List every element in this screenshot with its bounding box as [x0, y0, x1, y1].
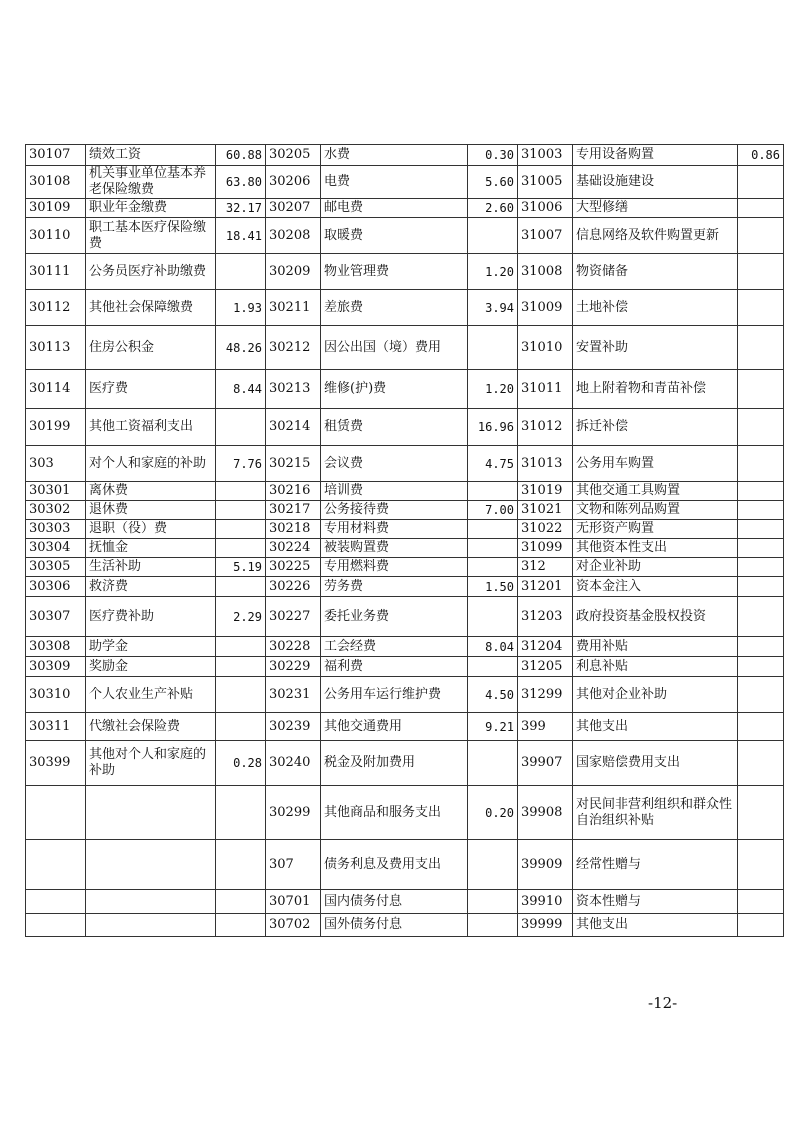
econ-code-cell: 31299: [518, 677, 573, 713]
table-row: [26, 577, 784, 597]
amount-cell: [216, 520, 266, 539]
item-name-cell: 工会经费: [321, 637, 468, 657]
table-row: [26, 786, 784, 840]
econ-code-cell: 30206: [266, 166, 321, 199]
econ-code-cell: 30309: [26, 657, 86, 677]
econ-code-cell: 30226: [266, 577, 321, 597]
econ-code-cell: 30702: [266, 914, 321, 937]
econ-code-cell: 39908: [518, 786, 573, 840]
amount-cell: 63.80: [216, 166, 266, 199]
econ-code-cell: 30227: [266, 597, 321, 637]
econ-code-cell: 303: [26, 446, 86, 482]
item-name-cell: 国内债务付息: [321, 890, 468, 914]
table-row: [26, 597, 784, 637]
table-row: [26, 166, 784, 199]
table-row: [26, 840, 784, 890]
amount-cell: 2.29: [216, 597, 266, 637]
econ-code-cell: 30212: [266, 326, 321, 370]
econ-code-cell: 30308: [26, 637, 86, 657]
table-row: [26, 254, 784, 290]
amount-cell: [468, 520, 518, 539]
econ-code-cell: 307: [266, 840, 321, 890]
item-name-cell: 退休费: [86, 501, 216, 520]
amount-cell: [738, 218, 784, 254]
amount-cell: [216, 482, 266, 501]
item-name-cell: 维修(护)费: [321, 370, 468, 409]
item-name-cell: 地上附着物和青苗补偿: [573, 370, 738, 409]
item-name-cell: 代缴社会保险费: [86, 713, 216, 741]
item-name-cell: 对企业补助: [573, 558, 738, 577]
item-name-cell: 福利费: [321, 657, 468, 677]
amount-cell: 7.00: [468, 501, 518, 520]
amount-cell: [216, 677, 266, 713]
table-row: [26, 914, 784, 937]
econ-code-cell: [26, 840, 86, 890]
amount-cell: 18.41: [216, 218, 266, 254]
econ-code-cell: 31203: [518, 597, 573, 637]
econ-code-cell: [26, 890, 86, 914]
table-row: [26, 290, 784, 326]
amount-cell: [738, 577, 784, 597]
amount-cell: [738, 409, 784, 446]
item-name-cell: 奖励金: [86, 657, 216, 677]
amount-cell: 48.26: [216, 326, 266, 370]
amount-cell: [738, 199, 784, 218]
amount-cell: [216, 501, 266, 520]
amount-cell: [738, 482, 784, 501]
econ-code-cell: 30228: [266, 637, 321, 657]
item-name-cell: 专用设备购置: [573, 145, 738, 166]
item-name-cell: 其他资本性支出: [573, 539, 738, 558]
amount-cell: [216, 577, 266, 597]
item-name-cell: 其他社会保障缴费: [86, 290, 216, 326]
amount-cell: [216, 409, 266, 446]
table-row: [26, 713, 784, 741]
item-name-cell: 国家赔偿费用支出: [573, 741, 738, 786]
econ-code-cell: 30112: [26, 290, 86, 326]
econ-code-cell: 31019: [518, 482, 573, 501]
amount-cell: [738, 890, 784, 914]
item-name-cell: 信息网络及软件购置更新: [573, 218, 738, 254]
amount-cell: [216, 914, 266, 937]
amount-cell: 4.50: [468, 677, 518, 713]
econ-code-cell: 30208: [266, 218, 321, 254]
econ-code-cell: 31205: [518, 657, 573, 677]
econ-code-cell: 30303: [26, 520, 86, 539]
amount-cell: [468, 890, 518, 914]
item-name-cell: 职工基本医疗保险缴费: [86, 218, 216, 254]
amount-cell: [738, 290, 784, 326]
amount-cell: 0.86: [738, 145, 784, 166]
econ-code-cell: 30231: [266, 677, 321, 713]
item-name-cell: 国外债务付息: [321, 914, 468, 937]
item-name-cell: 大型修缮: [573, 199, 738, 218]
econ-code-cell: 31204: [518, 637, 573, 657]
table-row: [26, 199, 784, 218]
item-name-cell: 资本性赠与: [573, 890, 738, 914]
amount-cell: [738, 254, 784, 290]
item-name-cell: 专用材料费: [321, 520, 468, 539]
table-row: [26, 890, 784, 914]
econ-code-cell: 30109: [26, 199, 86, 218]
amount-cell: [216, 539, 266, 558]
item-name-cell: 培训费: [321, 482, 468, 501]
amount-cell: [216, 657, 266, 677]
amount-cell: [216, 254, 266, 290]
item-name-cell: 土地补偿: [573, 290, 738, 326]
amount-cell: [738, 786, 784, 840]
item-name-cell: 劳务费: [321, 577, 468, 597]
item-name-cell: 公务用车运行维护费: [321, 677, 468, 713]
econ-code-cell: 30701: [266, 890, 321, 914]
amount-cell: 60.88: [216, 145, 266, 166]
table-row: [26, 657, 784, 677]
item-name-cell: 职业年金缴费: [86, 199, 216, 218]
item-name-cell: 利息补贴: [573, 657, 738, 677]
amount-cell: 8.04: [468, 637, 518, 657]
amount-cell: 5.19: [216, 558, 266, 577]
table-row: [26, 482, 784, 501]
econ-code-cell: [26, 786, 86, 840]
econ-code-cell: 30199: [26, 409, 86, 446]
amount-cell: 5.60: [468, 166, 518, 199]
amount-cell: [738, 914, 784, 937]
econ-code-cell: 30217: [266, 501, 321, 520]
amount-cell: [216, 637, 266, 657]
item-name-cell: 个人农业生产补贴: [86, 677, 216, 713]
amount-cell: [738, 741, 784, 786]
amount-cell: [738, 840, 784, 890]
econ-code-cell: 30304: [26, 539, 86, 558]
econ-code-cell: 30306: [26, 577, 86, 597]
amount-cell: [216, 713, 266, 741]
item-name-cell: 公务用车购置: [573, 446, 738, 482]
item-name-cell: 住房公积金: [86, 326, 216, 370]
item-name-cell: 安置补助: [573, 326, 738, 370]
amount-cell: 2.60: [468, 199, 518, 218]
item-name-cell: 助学金: [86, 637, 216, 657]
econ-code-cell: 30224: [266, 539, 321, 558]
table-row: [26, 741, 784, 786]
econ-code-cell: 30207: [266, 199, 321, 218]
table-row: [26, 370, 784, 409]
item-name-cell: 因公出国（境）费用: [321, 326, 468, 370]
econ-code-cell: 30225: [266, 558, 321, 577]
econ-code-cell: 31009: [518, 290, 573, 326]
econ-code-cell: 30205: [266, 145, 321, 166]
item-name-cell: 绩效工资: [86, 145, 216, 166]
econ-code-cell: 30240: [266, 741, 321, 786]
amount-cell: [468, 914, 518, 937]
item-name-cell: 救济费: [86, 577, 216, 597]
item-name-cell: 医疗费补助: [86, 597, 216, 637]
item-name-cell: [86, 786, 216, 840]
amount-cell: 9.21: [468, 713, 518, 741]
item-name-cell: 税金及附加费用: [321, 741, 468, 786]
econ-code-cell: 31201: [518, 577, 573, 597]
item-name-cell: 机关事业单位基本养老保险缴费: [86, 166, 216, 199]
amount-cell: 0.20: [468, 786, 518, 840]
item-name-cell: 拆迁补偿: [573, 409, 738, 446]
amount-cell: [738, 539, 784, 558]
amount-cell: 0.30: [468, 145, 518, 166]
econ-code-cell: 399: [518, 713, 573, 741]
item-name-cell: 退职（役）费: [86, 520, 216, 539]
econ-code-cell: 30307: [26, 597, 86, 637]
item-name-cell: 政府投资基金股权投资: [573, 597, 738, 637]
table-row: [26, 637, 784, 657]
econ-code-cell: 30213: [266, 370, 321, 409]
amount-cell: [738, 166, 784, 199]
amount-cell: [216, 786, 266, 840]
table-row: [26, 520, 784, 539]
item-name-cell: 电费: [321, 166, 468, 199]
item-name-cell: 其他对企业补助: [573, 677, 738, 713]
item-name-cell: 其他支出: [573, 713, 738, 741]
item-name-cell: 委托业务费: [321, 597, 468, 637]
item-name-cell: 被装购置费: [321, 539, 468, 558]
item-name-cell: 对民间非营利组织和群众性自治组织补贴: [573, 786, 738, 840]
item-name-cell: 邮电费: [321, 199, 468, 218]
table-row: [26, 558, 784, 577]
amount-cell: [216, 890, 266, 914]
item-name-cell: [86, 840, 216, 890]
amount-cell: [738, 713, 784, 741]
item-name-cell: 经常性赠与: [573, 840, 738, 890]
table-row: [26, 446, 784, 482]
table-body: [26, 145, 784, 937]
econ-code-cell: 39910: [518, 890, 573, 914]
item-name-cell: 公务员医疗补助缴费: [86, 254, 216, 290]
amount-cell: [738, 597, 784, 637]
amount-cell: 3.94: [468, 290, 518, 326]
amount-cell: 1.20: [468, 370, 518, 409]
econ-code-cell: 30310: [26, 677, 86, 713]
item-name-cell: 其他支出: [573, 914, 738, 937]
econ-code-cell: 30216: [266, 482, 321, 501]
table-row: [26, 409, 784, 446]
item-name-cell: 离休费: [86, 482, 216, 501]
econ-code-cell: 31008: [518, 254, 573, 290]
amount-cell: [738, 558, 784, 577]
item-name-cell: 其他工资福利支出: [86, 409, 216, 446]
item-name-cell: 基础设施建设: [573, 166, 738, 199]
amount-cell: 1.93: [216, 290, 266, 326]
econ-code-cell: 30111: [26, 254, 86, 290]
item-name-cell: 资本金注入: [573, 577, 738, 597]
table-row: [26, 145, 784, 166]
amount-cell: [738, 326, 784, 370]
item-name-cell: 文物和陈列品购置: [573, 501, 738, 520]
table-row: [26, 677, 784, 713]
econ-code-cell: 30110: [26, 218, 86, 254]
item-name-cell: 债务利息及费用支出: [321, 840, 468, 890]
econ-code-cell: 30211: [266, 290, 321, 326]
amount-cell: 8.44: [216, 370, 266, 409]
amount-cell: 32.17: [216, 199, 266, 218]
econ-code-cell: 39907: [518, 741, 573, 786]
amount-cell: [468, 539, 518, 558]
item-name-cell: 取暖费: [321, 218, 468, 254]
item-name-cell: 专用燃料费: [321, 558, 468, 577]
econ-code-cell: 31010: [518, 326, 573, 370]
item-name-cell: 其他交通费用: [321, 713, 468, 741]
econ-code-cell: 30113: [26, 326, 86, 370]
item-name-cell: 会议费: [321, 446, 468, 482]
budget-classification-table: [25, 144, 784, 937]
econ-code-cell: 30302: [26, 501, 86, 520]
table-row: [26, 539, 784, 558]
econ-code-cell: 39999: [518, 914, 573, 937]
econ-code-cell: 30108: [26, 166, 86, 199]
amount-cell: [468, 326, 518, 370]
item-name-cell: 其他对个人和家庭的补助: [86, 741, 216, 786]
item-name-cell: 无形资产购置: [573, 520, 738, 539]
econ-code-cell: 31007: [518, 218, 573, 254]
item-name-cell: 水费: [321, 145, 468, 166]
econ-code-cell: 31005: [518, 166, 573, 199]
amount-cell: [468, 840, 518, 890]
amount-cell: 1.50: [468, 577, 518, 597]
amount-cell: [468, 558, 518, 577]
amount-cell: [468, 482, 518, 501]
amount-cell: [738, 677, 784, 713]
econ-code-cell: 30301: [26, 482, 86, 501]
amount-cell: [738, 657, 784, 677]
amount-cell: 0.28: [216, 741, 266, 786]
econ-code-cell: 31006: [518, 199, 573, 218]
item-name-cell: [86, 914, 216, 937]
econ-code-cell: 312: [518, 558, 573, 577]
item-name-cell: 医疗费: [86, 370, 216, 409]
page-number: -12-: [648, 994, 678, 1012]
amount-cell: [738, 501, 784, 520]
amount-cell: [468, 657, 518, 677]
econ-code-cell: 31003: [518, 145, 573, 166]
amount-cell: [738, 370, 784, 409]
econ-code-cell: 31022: [518, 520, 573, 539]
econ-code-cell: 30399: [26, 741, 86, 786]
amount-cell: 7.76: [216, 446, 266, 482]
amount-cell: [738, 446, 784, 482]
econ-code-cell: 31021: [518, 501, 573, 520]
item-name-cell: 生活补助: [86, 558, 216, 577]
econ-code-cell: 30214: [266, 409, 321, 446]
econ-code-cell: 30114: [26, 370, 86, 409]
table-row: [26, 218, 784, 254]
item-name-cell: 抚恤金: [86, 539, 216, 558]
amount-cell: [738, 637, 784, 657]
amount-cell: [468, 597, 518, 637]
item-name-cell: [86, 890, 216, 914]
amount-cell: [216, 840, 266, 890]
econ-code-cell: 31011: [518, 370, 573, 409]
econ-code-cell: 39909: [518, 840, 573, 890]
econ-code-cell: 30239: [266, 713, 321, 741]
econ-code-cell: 30311: [26, 713, 86, 741]
econ-code-cell: 30218: [266, 520, 321, 539]
table-row: [26, 326, 784, 370]
econ-code-cell: 31099: [518, 539, 573, 558]
item-name-cell: 租赁费: [321, 409, 468, 446]
item-name-cell: 物业管理费: [321, 254, 468, 290]
item-name-cell: 其他交通工具购置: [573, 482, 738, 501]
table-row: [26, 501, 784, 520]
item-name-cell: 其他商品和服务支出: [321, 786, 468, 840]
econ-code-cell: 30107: [26, 145, 86, 166]
econ-code-cell: 30215: [266, 446, 321, 482]
item-name-cell: 差旅费: [321, 290, 468, 326]
item-name-cell: 对个人和家庭的补助: [86, 446, 216, 482]
econ-code-cell: 30299: [266, 786, 321, 840]
econ-code-cell: 31012: [518, 409, 573, 446]
amount-cell: 16.96: [468, 409, 518, 446]
amount-cell: 4.75: [468, 446, 518, 482]
econ-code-cell: 31013: [518, 446, 573, 482]
item-name-cell: 费用补贴: [573, 637, 738, 657]
econ-code-cell: 30229: [266, 657, 321, 677]
amount-cell: [468, 741, 518, 786]
econ-code-cell: [26, 914, 86, 937]
amount-cell: [468, 218, 518, 254]
amount-cell: [738, 520, 784, 539]
amount-cell: 1.20: [468, 254, 518, 290]
econ-code-cell: 30305: [26, 558, 86, 577]
item-name-cell: 物资储备: [573, 254, 738, 290]
item-name-cell: 公务接待费: [321, 501, 468, 520]
econ-code-cell: 30209: [266, 254, 321, 290]
